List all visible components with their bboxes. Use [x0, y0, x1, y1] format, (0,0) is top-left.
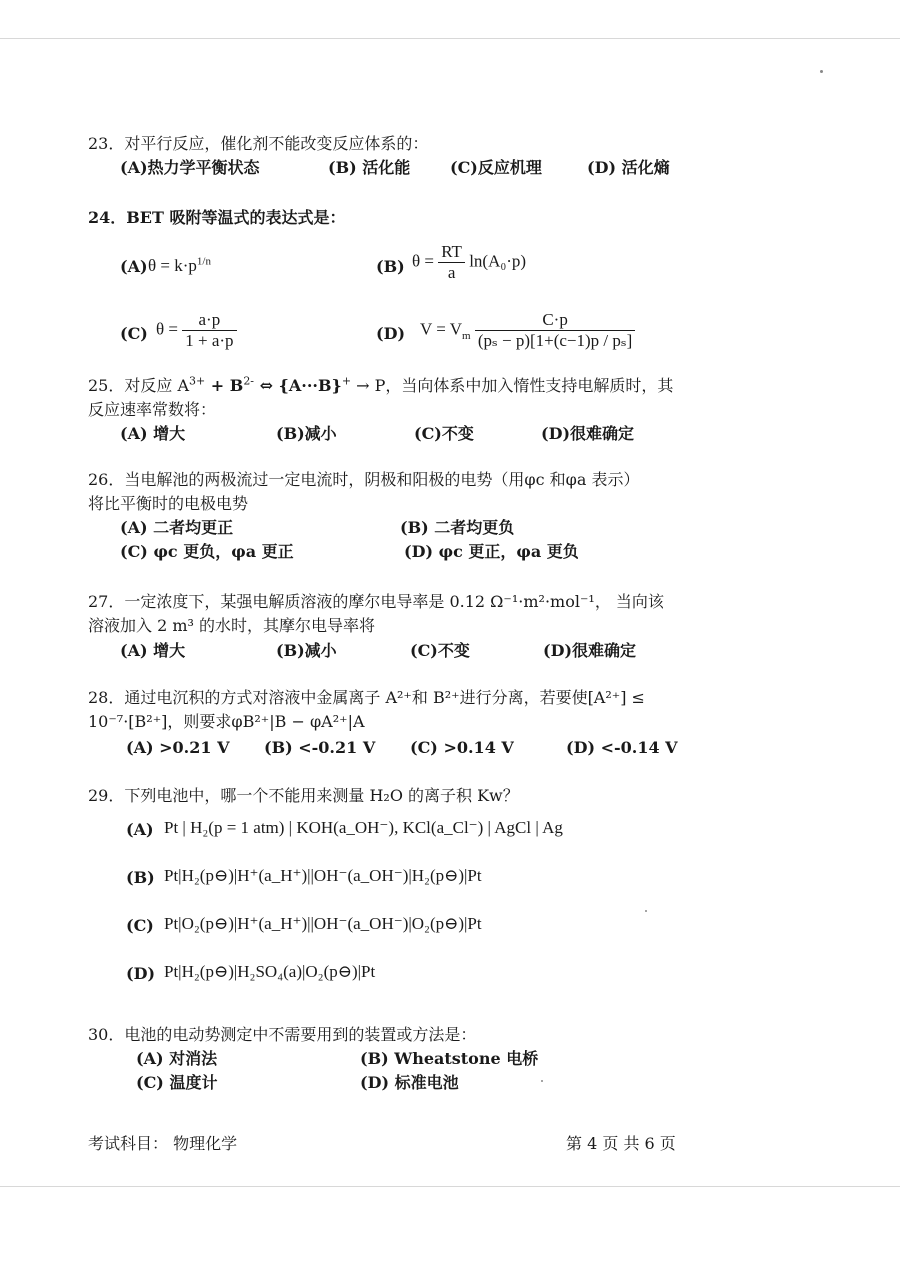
q26-option-a: (A) 二者均更正: [120, 518, 234, 537]
q29-option-d-cell: Pt|H₂(p⊖)|H₂SO₄(a)|O₂(p⊖)|Pt: [164, 962, 376, 981]
q24-option-c-formula: [156, 310, 237, 351]
q24-b-numerator: RT: [438, 242, 465, 263]
q23-stem: 23．对平行反应，催化剂不能改变反应体系的：: [88, 134, 429, 153]
q24-option-b-label: (B): [376, 257, 405, 276]
footer-subject: 考试科目： 物理化学: [88, 1134, 238, 1153]
q27-stem-line2: 溶液加入 2 m³ 的水时，其摩尔电导率将: [88, 616, 376, 635]
scan-edge-top: [0, 38, 900, 39]
q24-option-d-formula: [420, 310, 635, 351]
scan-speck: [820, 70, 823, 73]
q26-option-d: (D) φc 更正，φa 更负: [404, 542, 579, 561]
q24-stem: 24．BET 吸附等温式的表达式是：: [88, 208, 346, 227]
scan-edge-bottom: [0, 1186, 900, 1187]
q25-stem-line1: [88, 376, 673, 396]
q29-option-b-cell: Pt|H₂(p⊖)|H⁺(a_H⁺)||OH⁻(a_OH⁻)|H₂(p⊖)|Pt: [164, 866, 482, 885]
q24-d-lhs: V = V: [420, 319, 463, 339]
q25-post: → P，当向体系中加入惰性支持电解质时，其: [351, 376, 674, 395]
q25-stem-line2: 反应速率常数将：: [88, 400, 217, 419]
q29-option-c-cell: Pt|O₂(p⊖)|H⁺(a_H⁺)||OH⁻(a_OH⁻)|O₂(p⊖)|Pt: [164, 914, 482, 933]
q29-option-a-cell: Pt | H₂(p = 1 atm) | KOH(a_OH⁻), KCl(a_Cl⁻) | AgCl | Ag: [164, 818, 563, 837]
q25-option-c: (C)不变: [414, 424, 474, 443]
q25-mid: ⇔ {A···B}: [254, 376, 342, 395]
q24-option-a-label: (A): [120, 257, 148, 276]
q28-stem-line2: 10⁻⁷·[B²⁺]，则要求φB²⁺|B − φA²⁺|A: [88, 712, 365, 731]
q26-option-b: (B) 二者均更负: [400, 518, 515, 537]
q24-option-d-label: (D): [376, 324, 406, 343]
q24-a-lhs: θ = k·p: [148, 256, 197, 275]
q26-stem-line1: 26．当电解池的两极流过一定电流时，阴极和阳极的电势（用φc 和φa 表示）: [88, 470, 640, 489]
q27-stem-line1: 27．一定浓度下，某强电解质溶液的摩尔电导率是 0.12 Ω⁻¹·m²·mol⁻¹， 当向该: [88, 592, 664, 611]
q24-d-numerator: C·p: [475, 310, 635, 331]
q24-option-c-label: (C): [120, 324, 148, 343]
q30-option-d: (D) 标准电池: [360, 1073, 459, 1092]
scan-speck: [645, 910, 647, 912]
q29-option-a-label: (A): [126, 820, 154, 839]
q23-option-d: (D) 活化熵: [587, 158, 670, 177]
q25-plus: + B: [205, 376, 244, 395]
q24-c-denominator: 1 + a·p: [185, 331, 234, 350]
q25-option-b: (B)减小: [276, 424, 337, 443]
q26-stem-line2: 将比平衡时的电极电势: [88, 494, 249, 513]
q29-option-b-label: (B): [126, 868, 155, 887]
q29-option-d-label: (D): [126, 964, 156, 983]
q24-d-denominator: (pₛ − p)[1+(c−1)p / pₛ]: [477, 331, 633, 350]
q27-option-b: (B)减小: [276, 641, 337, 660]
q25-option-a: (A) 增大: [120, 424, 186, 443]
q28-option-a: (A) >0.21 V: [126, 738, 230, 757]
q25-pre: 25．对反应 A: [88, 376, 190, 395]
q26-option-c: (C) φc 更负，φa 更正: [120, 542, 294, 561]
q30-stem: 30．电池的电动势测定中不需要用到的装置或方法是：: [88, 1025, 477, 1044]
q27-option-c: (C)不变: [410, 641, 470, 660]
q28-option-b: (B) <-0.21 V: [264, 738, 376, 757]
q25-sup3: +: [341, 374, 352, 388]
q30-option-b: (B) Wheatstone 电桥: [360, 1049, 539, 1068]
scan-speck: [541, 1080, 543, 1082]
q23-option-a: (A)热力学平衡状态: [120, 158, 260, 177]
q25-option-d: (D)很难确定: [541, 424, 635, 443]
q23-option-c: (C)反应机理: [450, 158, 542, 177]
q24-c-fraction: [182, 310, 236, 351]
q24-d-sub: m: [462, 329, 471, 342]
q25-sup2: 2-: [243, 374, 255, 388]
q23-option-b: (B) 活化能: [328, 158, 411, 177]
q24-b-fraction: [438, 242, 465, 283]
q30-option-a: (A) 对消法: [136, 1049, 218, 1068]
q28-option-d: (D) <-0.14 V: [566, 738, 678, 757]
q28-stem-line1: 28．通过电沉积的方式对溶液中金属离子 A²⁺和 B²⁺进行分离，若要使[A²⁺] ≤: [88, 688, 645, 707]
q24-c-lhs: θ =: [156, 319, 178, 339]
q24-a-exp: 1/n: [196, 255, 211, 268]
q30-option-c: (C) 温度计: [136, 1073, 218, 1092]
q29-stem: 29．下列电池中，哪一个不能用来测量 H₂O 的离子积 Kw？: [88, 786, 519, 805]
q24-b-lhs: θ =: [412, 251, 434, 271]
q24-option-a-formula: [148, 256, 211, 276]
q24-d-fraction: [475, 310, 635, 351]
q29-option-c-label: (C): [126, 916, 154, 935]
q24-b-denominator: a: [447, 263, 456, 282]
q27-option-a: (A) 增大: [120, 641, 186, 660]
q24-option-b-formula: [412, 242, 526, 283]
q25-sup1: 3+: [189, 374, 206, 388]
q28-option-c: (C) >0.14 V: [410, 738, 514, 757]
q24-b-tail: ln(A₀·p): [469, 251, 527, 271]
q27-option-d: (D)很难确定: [543, 641, 637, 660]
q24-c-numerator: a·p: [182, 310, 236, 331]
footer-page-number: 第 4 页 共 6 页: [566, 1134, 676, 1153]
